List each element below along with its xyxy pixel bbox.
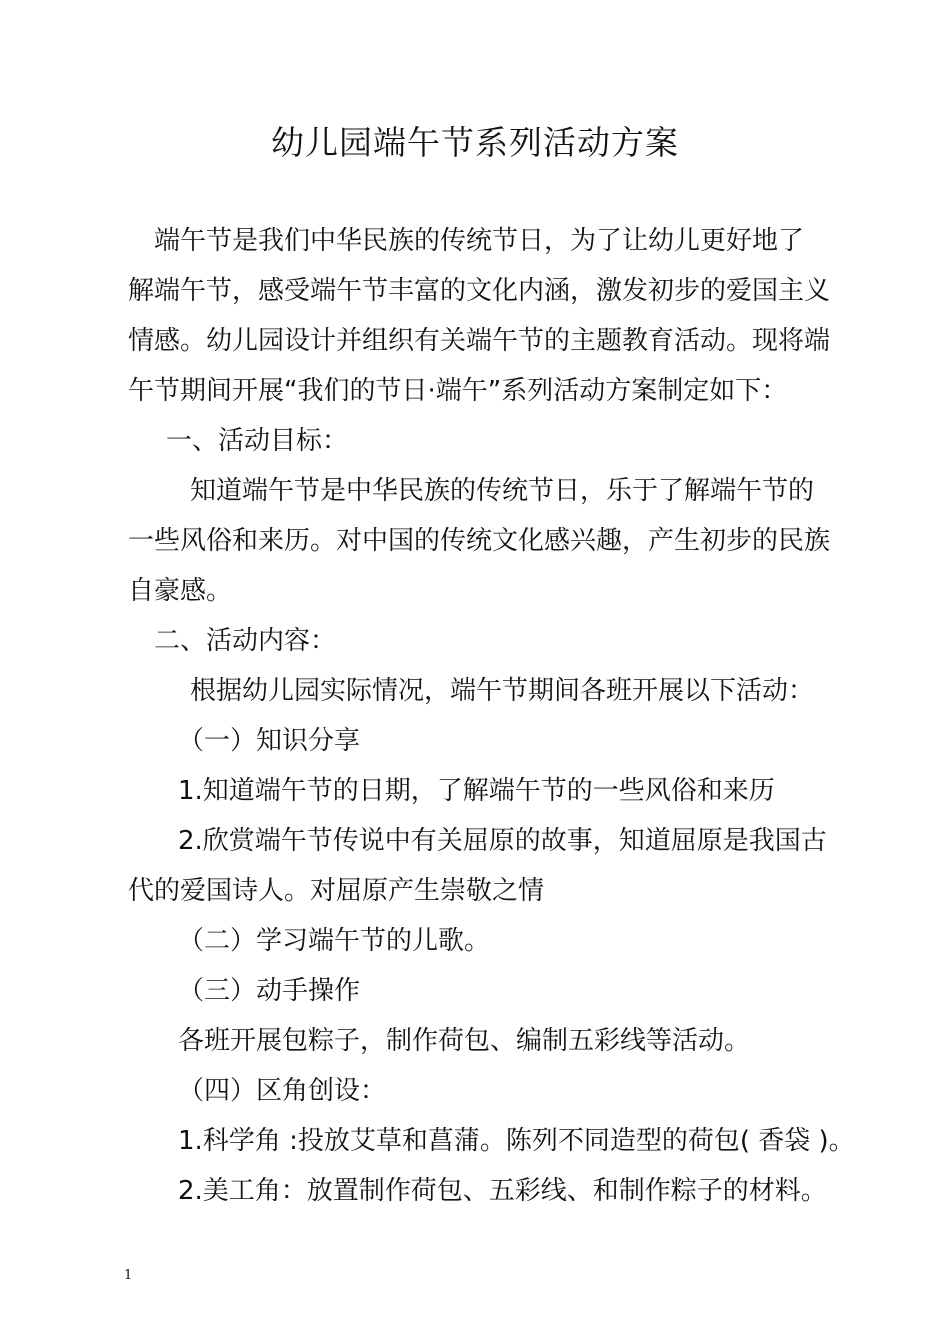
knowledge-item-2-line: 代的爱国诗人。对屈原产生崇敬之情 [128,876,545,906]
knowledge-item-2 [128,816,827,916]
intro-line: 情感。幼儿园设计并组织有关端午节的主题教育活动。现将端 [128,326,831,356]
corners-item-1: 1.科学角 :投放艾草和菖蒲。陈列不同造型的荷包( 香袋 )。 [178,1126,855,1156]
intro-line: 解端午节，感受端午节丰富的文化内涵，激发初步的爱国主义 [128,276,831,306]
goals-line: 知道端午节是中华民族的传统节日，乐于了解端午节的 [190,476,815,506]
document-title: 幼儿园端午节系列活动方案 [271,123,679,162]
goals-paragraph [128,466,831,616]
intro-line: 午节期间开展“我们的节日·端午”系列活动方案制定如下： [128,376,788,406]
subsection-heading-songs: （二）学习端午节的儿歌。 [178,926,491,956]
document-body [128,216,855,1216]
section-heading-content: 二、活动内容： [154,626,337,656]
knowledge-item-2-line: 2.欣赏端午节传说中有关屈原的故事，知道屈原是我国古 [178,826,827,856]
subsection-heading-knowledge: （一）知识分享 [178,726,361,756]
content-intro: 根据幼儿园实际情况，端午节期间各班开展以下活动： [190,676,815,706]
subsection-heading-corners: （四）区角创设： [178,1076,387,1106]
intro-line: 端午节是我们中华民族的传统节日，为了让幼儿更好地了 [154,226,805,256]
page-number: 1 [124,1268,133,1283]
knowledge-item-1: 1.知道端午节的日期，了解端午节的一些风俗和来历 [178,776,775,806]
corners-item-2: 2.美工角：放置制作荷包、五彩线、和制作粽子的材料。 [178,1176,827,1206]
goals-line: 自豪感。 [128,576,233,606]
goals-line: 一些风俗和来历。对中国的传统文化感兴趣，产生初步的民族 [128,526,831,556]
section-heading-goals: 一、活动目标： [166,426,349,456]
handson-text: 各班开展包粽子，制作荷包、编制五彩线等活动。 [178,1026,751,1056]
intro-paragraph [128,216,831,416]
subsection-heading-handson: （三）动手操作 [178,976,361,1006]
